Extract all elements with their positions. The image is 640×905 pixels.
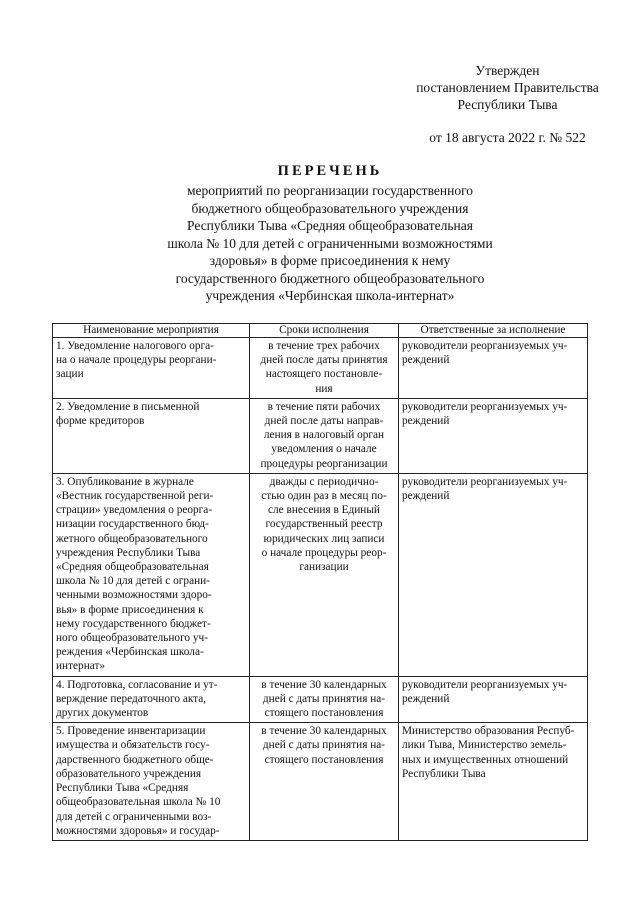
subtitle-line: мероприятий по реорганизации государственного — [186, 183, 474, 198]
approval-line: постановлением Правительства — [416, 80, 599, 95]
cell-deadline — [250, 398, 399, 473]
cell-line: в течение 30 календарных — [261, 725, 387, 738]
header-name: Наименование мероприятия — [53, 324, 250, 338]
cell-line: руководители реорганизуемых уч- — [402, 475, 568, 488]
cell-line: реждений — [402, 415, 450, 428]
cell-line: руководители реорганизуемых уч- — [402, 678, 568, 691]
cell-line: жетного общеобразовательного — [56, 532, 208, 545]
cell-line: форме кредиторов — [56, 415, 145, 428]
cell-line: Республики Тыва — [402, 767, 486, 780]
subtitle-line: здоровья» в форме присоединения к нему — [209, 253, 451, 268]
cell-line: для детей с ограниченными воз- — [56, 810, 212, 823]
subtitle-line: Республики Тыва «Средняя общеобразовательная — [187, 218, 473, 233]
approval-date: от 18 августа 2022 г. № 522 — [429, 130, 586, 145]
header-responsible: Ответственные за исполнение — [399, 324, 588, 338]
subtitle-line: учреждения «Чербинская школа-интернат» — [205, 288, 455, 303]
cell-line: 3. Опубликование в журнале — [56, 475, 194, 488]
table-row — [53, 398, 588, 473]
cell-line: в течение трех рабочих — [268, 340, 380, 352]
subtitle-line: школа № 10 для детей с ограниченными возможностями — [167, 235, 493, 251]
cell-line: образовательного учреждения — [56, 767, 202, 780]
subtitle-line: государственного бюджетного общеобразовательного — [175, 270, 485, 286]
table-row — [53, 473, 588, 676]
cell-deadline — [250, 338, 399, 399]
approval-block — [395, 62, 620, 146]
cell-line: государственный реестр — [265, 518, 383, 531]
cell-line: дней с даты принятия на- — [262, 692, 386, 705]
cell-line: 2. Уведомление в письменной — [56, 400, 200, 413]
cell-line: в течение 30 календарных — [261, 678, 387, 691]
cell-line: имущества и обязательств госу- — [56, 739, 210, 752]
cell-line: реждений — [402, 692, 450, 705]
cell-line: 5. Проведение инвентаризации — [56, 725, 206, 738]
cell-line: интернат» — [56, 660, 106, 673]
cell-name — [53, 473, 250, 676]
cell-line: общеобразовательная школа № 10 — [56, 796, 221, 809]
cell-line: о начале процедуры реор- — [261, 546, 387, 559]
cell-line: Республики Тыва «Средняя — [56, 782, 189, 795]
cell-line: ных и имущественных отношений — [402, 753, 569, 766]
cell-line: вья» в форме присоединения к — [56, 603, 204, 616]
cell-deadline — [250, 676, 399, 723]
cell-responsible — [399, 676, 588, 723]
cell-line: стоящего постановления — [264, 753, 384, 766]
cell-name — [53, 338, 250, 399]
cell-name — [53, 398, 250, 473]
cell-responsible — [399, 723, 588, 841]
cell-line: ного общеобразовательного уч- — [56, 632, 208, 645]
cell-line: дарственного бюджетного обще- — [56, 753, 214, 766]
cell-responsible — [399, 473, 588, 676]
cell-line: процедуры реорганизации — [260, 457, 388, 470]
cell-line: школа № 10 для детей с ограни- — [56, 575, 210, 588]
cell-line: Министерство образования Респуб- — [402, 725, 575, 738]
cell-line: реждений — [402, 490, 450, 503]
cell-line: ганизации — [299, 561, 349, 574]
cell-line: дней после даты принятия — [260, 354, 388, 367]
cell-line: ченными возможностями здоро- — [56, 589, 212, 602]
table-row — [53, 723, 588, 841]
cell-line: «Средняя общеобразовательная — [56, 561, 209, 574]
cell-line: стоящего постановления — [264, 707, 384, 720]
cell-line: можностями здоровья» и государ- — [56, 824, 220, 837]
cell-line: лики Тыва, Министерство земель- — [402, 739, 567, 752]
document-title: ПЕРЕЧЕНЬ — [277, 163, 383, 179]
cell-line: в течение пяти рабочих — [267, 400, 381, 413]
cell-line: верждение передаточного акта, — [56, 692, 207, 705]
cell-line: реждений — [402, 354, 450, 367]
cell-line: юридических лиц записи — [263, 532, 385, 545]
cell-line: дважды с периодично- — [269, 475, 379, 488]
table-row — [53, 676, 588, 723]
table-header-row — [53, 324, 588, 338]
cell-responsible — [399, 338, 588, 399]
measures-table — [52, 323, 588, 841]
header-deadline: Сроки исполнения — [250, 324, 399, 338]
cell-line: дней после даты направ- — [264, 415, 384, 428]
document-subtitle — [120, 182, 540, 305]
cell-line: ления в налоговый орган — [263, 429, 385, 442]
cell-line: низации государственного бюд- — [56, 518, 209, 531]
cell-line: учреждения Республики Тыва — [56, 546, 201, 559]
cell-line: реждения «Чербинская школа- — [56, 646, 204, 659]
cell-line: руководители реорганизуемых уч- — [402, 400, 568, 413]
cell-line: 1. Уведомление налогового орга- — [56, 340, 214, 352]
cell-name — [53, 676, 250, 723]
cell-line: ния — [315, 382, 333, 395]
cell-line: уведомления о начале — [271, 443, 377, 456]
cell-deadline — [250, 723, 399, 841]
cell-line: «Вестник государственной реги- — [56, 490, 214, 503]
cell-line: нему государственного бюджет- — [56, 617, 211, 630]
cell-line: страции» уведомления о реорга- — [56, 504, 213, 517]
cell-responsible — [399, 398, 588, 473]
cell-line: на о начале процедуры реоргани- — [56, 354, 217, 367]
table-row — [53, 338, 588, 399]
cell-line: дней с даты принятия на- — [262, 739, 386, 752]
cell-line: зации — [56, 368, 84, 381]
cell-line: настоящего постановле- — [265, 368, 383, 381]
cell-line: стью один раз в месяц по- — [261, 490, 387, 503]
cell-line: других документов — [56, 707, 149, 720]
cell-name — [53, 723, 250, 841]
approval-line: Утвержден — [475, 63, 540, 78]
cell-line: сле внесения в Единый — [268, 504, 380, 517]
cell-line: руководители реорганизуемых уч- — [402, 340, 568, 352]
cell-deadline — [250, 473, 399, 676]
approval-line: Республики Тыва — [457, 97, 558, 112]
subtitle-line: бюджетного общеобразовательного учреждения — [191, 200, 469, 216]
cell-line: 4. Подготовка, согласование и ут- — [56, 678, 218, 691]
